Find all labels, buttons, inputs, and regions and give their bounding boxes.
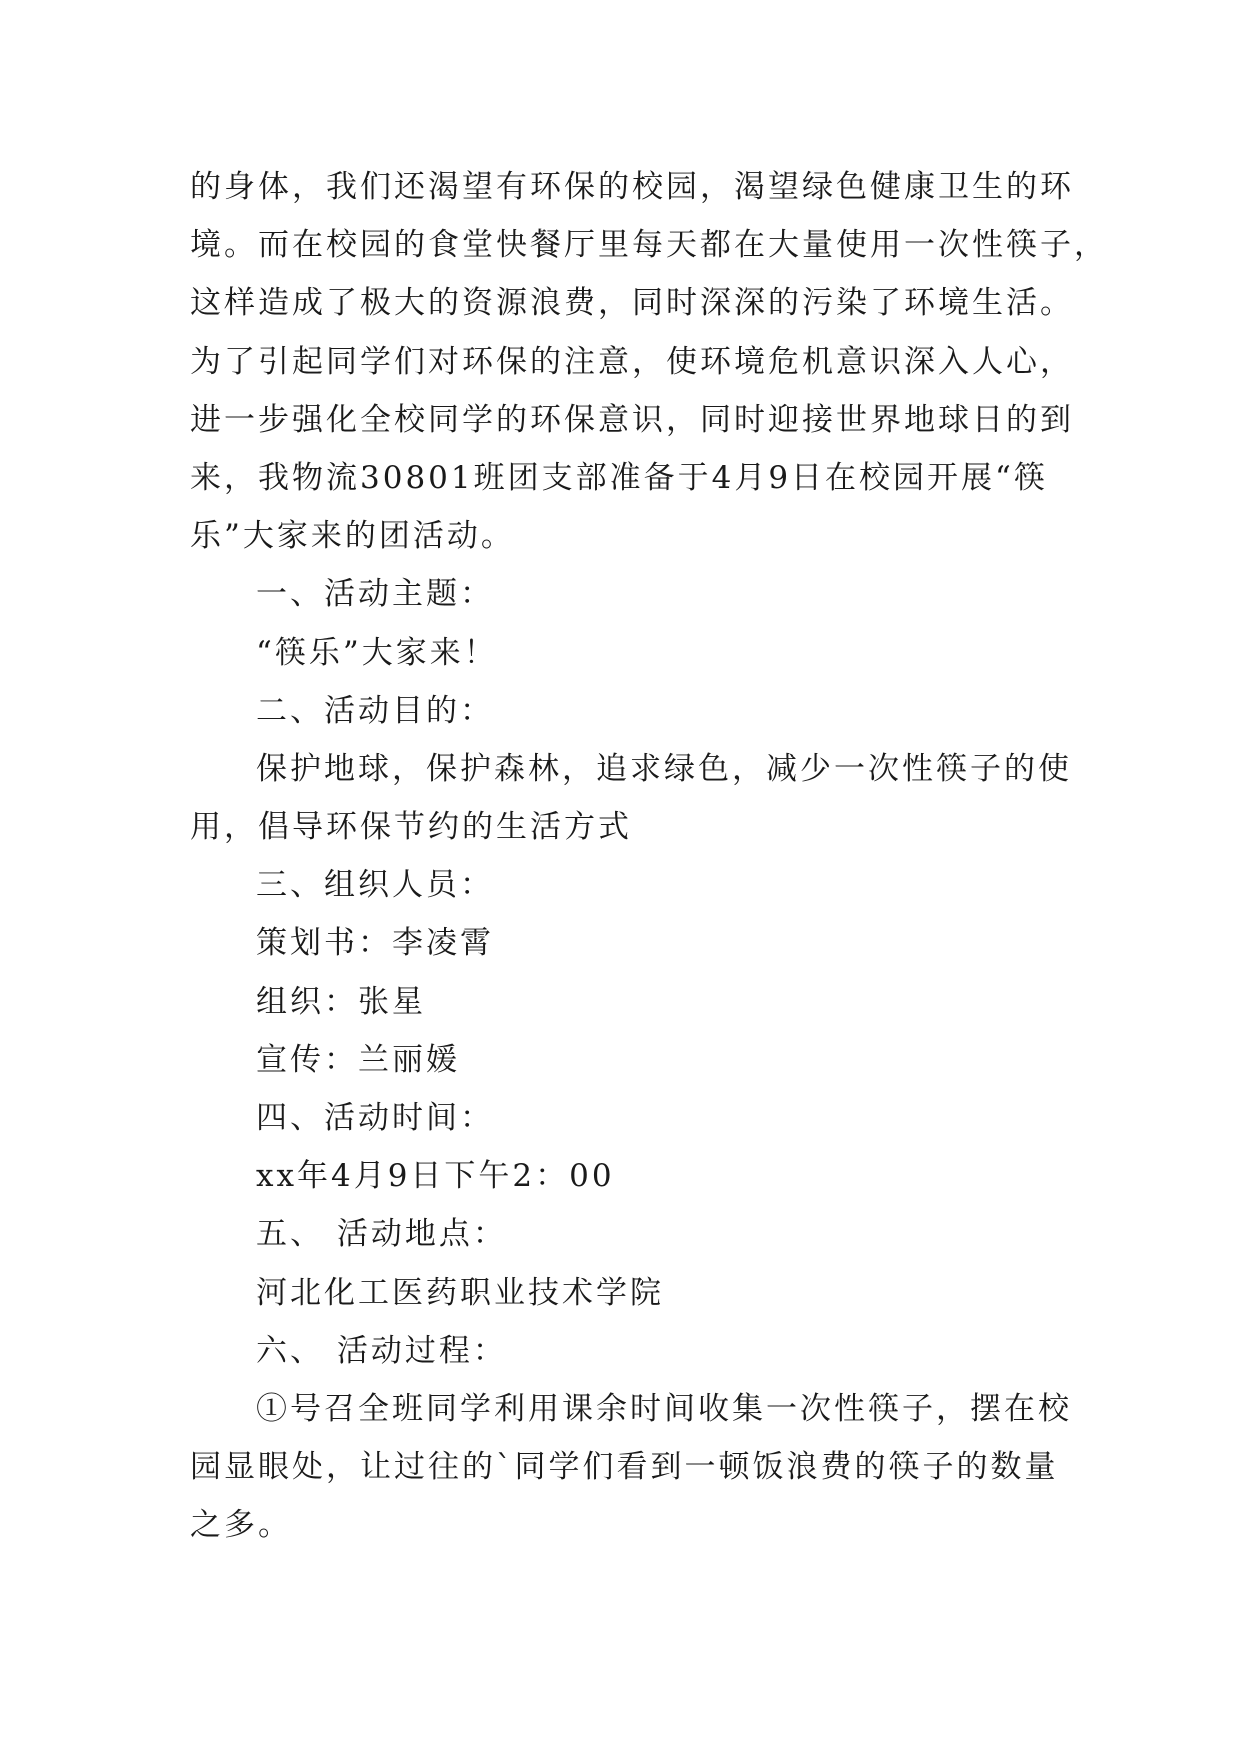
document-body <box>190 158 1108 1555</box>
text-line: 保护地球，保护森林，追求绿色，减少一次性筷子的使 <box>256 750 1072 787</box>
text-line: “筷乐”大家来！ <box>256 634 498 671</box>
text-line: 四、活动时间： <box>256 1100 494 1136</box>
text-line: 这样造成了极大的资源浪费，同时深深的污染了环境生活。 <box>190 285 1074 322</box>
text-line: 进一步强化全校同学的环保意识，同时迎接世界地球日的到 <box>190 401 1074 438</box>
text-line: 河北化工医药职业技术学院 <box>256 1274 664 1311</box>
text-line: 一、活动主题： <box>256 576 494 613</box>
text-line: 二、活动目的： <box>256 692 494 729</box>
text-line: 三、组织人员： <box>256 867 494 904</box>
text-line: xx年4月9日下午2：00 <box>256 1158 615 1195</box>
text-line: 园显眼处，让过往的`同学们看到一顿饭浪费的筷子的数量 <box>190 1449 1059 1486</box>
text-line: 宣传：兰丽媛 <box>256 1041 460 1078</box>
text-line: 之多。 <box>190 1507 292 1544</box>
text-line: 乐”大家来的团活动。 <box>190 518 515 555</box>
text-line: 六、 活动过程： <box>256 1332 507 1369</box>
text-line: 用，倡导环保节约的生活方式 <box>190 809 632 846</box>
text-line: 五、 活动地点： <box>256 1216 507 1253</box>
text-line: 境。而在校园的食堂快餐厅里每天都在大量使用一次性筷子， <box>190 227 1108 264</box>
text-line: 策划书：李凌霄 <box>256 925 494 962</box>
text-line: ①号召全班同学利用课余时间收集一次性筷子，摆在校 <box>256 1390 1072 1427</box>
text-line: 为了引起同学们对环保的注意，使环境危机意识深入人心， <box>190 343 1074 380</box>
text-line: 的身体，我们还渴望有环保的校园，渴望绿色健康卫生的环 <box>190 169 1074 205</box>
text-line: 来，我物流30801班团支部准备于4月9日在校园开展“筷 <box>190 459 1048 496</box>
text-line: 组织：张星 <box>256 983 426 1020</box>
